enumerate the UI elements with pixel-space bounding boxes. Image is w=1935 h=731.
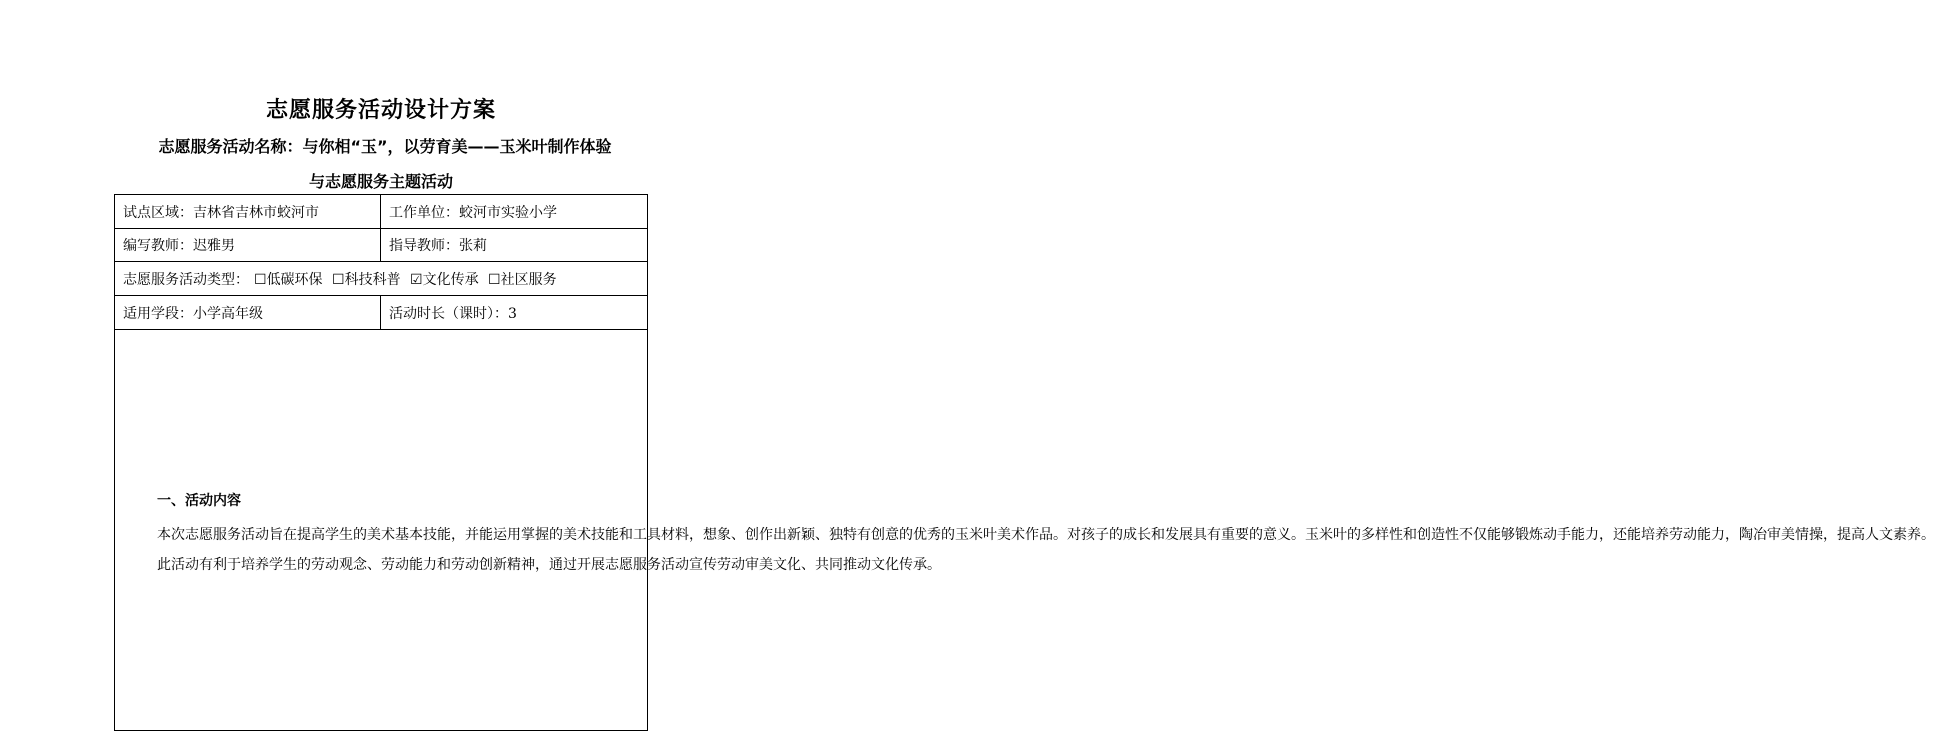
duration-cell: 活动时长（课时）：3 — [381, 296, 648, 330]
type-option-label: 低碳环保 — [266, 271, 323, 288]
content-paragraph-2: 此活动有利于培养学生的劳动观念、劳动能力和劳动创新精神，通过开展志愿服务活动宣传劳动审美文化、共同推动文化传承。 — [157, 557, 941, 573]
type-option-culture[interactable] — [410, 269, 479, 289]
type-option-label: 文化传承 — [422, 271, 479, 288]
checkbox-icon: ☐ — [332, 271, 345, 288]
document-title: 志愿服务活动设计方案 — [265, 98, 496, 123]
checkbox-checked-icon: ☑ — [410, 271, 423, 288]
type-option-label: 社区服务 — [500, 271, 557, 288]
unit-cell: 工作单位：蛟河市实验小学 — [381, 195, 648, 229]
section-heading: 一、活动内容 — [157, 492, 241, 509]
region-cell: 试点区域：吉林省吉林市蛟河市 — [115, 195, 381, 229]
activity-type-cell — [115, 262, 648, 296]
type-option-low-carbon[interactable] — [254, 269, 323, 289]
grade-cell: 适用学段：小学高年级 — [115, 296, 381, 330]
type-option-science[interactable] — [332, 269, 401, 289]
checkbox-icon: ☐ — [254, 271, 267, 288]
checkbox-icon: ☐ — [488, 271, 501, 288]
activity-name-line2: 与志愿服务主题活动 — [308, 172, 453, 191]
activity-type-label: 志愿服务活动类型： — [123, 271, 249, 288]
author-cell: 编写教师：迟雅男 — [115, 229, 381, 262]
activity-name-line1: 志愿服务活动名称：与你相“玉”，以劳育美——玉米叶制作体验 — [158, 137, 612, 156]
type-option-community[interactable] — [488, 269, 557, 289]
content-paragraph-1: 本次志愿服务活动旨在提高学生的美术基本技能，并能运用掌握的美术技能和工具材料，想象、创作出新颖、独特有创意的优秀的玉米叶美术作品。对孩子的成长和发展具有重要的意义。玉米叶的多样性和创造性不仅能够锻炼动手能力，还能培养劳动能力，陶冶审美情操，提高人文素养。 — [157, 526, 1935, 543]
plan-form-table — [114, 194, 1935, 731]
content-cell — [115, 330, 1935, 731]
type-option-label: 科技科普 — [344, 271, 401, 288]
advisor-cell: 指导教师：张莉 — [381, 229, 648, 262]
